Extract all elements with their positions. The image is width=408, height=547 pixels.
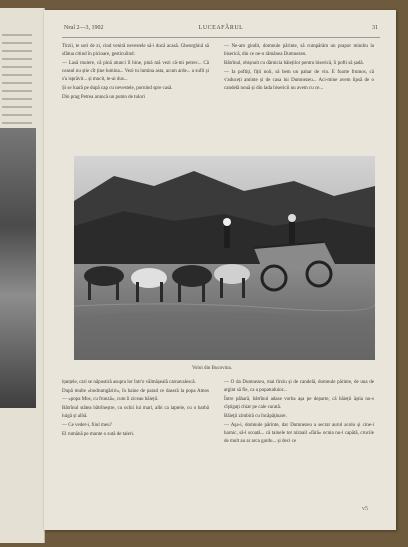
- magazine-title: LUCEAFĂRUL: [198, 25, 244, 31]
- page-mark: v5: [362, 506, 368, 512]
- page-header: [64, 23, 378, 37]
- header-rule: [62, 37, 380, 38]
- paragraph: — Ne-am gindit, domnule părinte, să cumpărăm un prapor mindru la biserică, din ce ne-o rămânea Dumnezeu.: [224, 44, 374, 57]
- magazine-page: [44, 10, 396, 530]
- photo-caption: Voloi din Bucovina.: [191, 366, 233, 371]
- paragraph: După multe «bodrumgăriri», în haine de parad ce daseră la popa Amos — «popa Mos, cu frunză», cum îi ziceau băieții.: [62, 389, 209, 402]
- paragraph: — Ce vedet-i, fiiul meu?: [62, 423, 112, 428]
- text-column-bottom-right: [224, 379, 374, 447]
- paragraph: ițanțele, cari se năpustiră asupra lor într'o vălmășeală carnavalescă.: [62, 380, 196, 385]
- left-facing-page: [0, 8, 45, 543]
- paragraph: Din prag Petrea aruncă un pumn de tulori: [62, 95, 145, 100]
- paragraph: Bătrînul, obișnuit cu dărnicia băieților pentru biserică, îi pofti să șadă.: [224, 61, 364, 66]
- paragraph: Bătrînul stătea bătrîneștre, cu ochii lui mari, albi ca laptele, cu o barbă luigă și albă.: [62, 406, 209, 419]
- text-column-top-right: [224, 43, 374, 94]
- page-number: 31: [372, 25, 378, 31]
- paragraph: El rumănă pe munte o sută de taleri.: [62, 432, 135, 437]
- paragraph: Tirzii, te sori de zi, cind veniră nevestele să-i ducă acasă. Gheorghiul să sfătua citind în picioare, gesticulind:: [62, 44, 209, 57]
- paragraph: — Ia poftiți, fiții noii, să bem un pahar de vin. E foarte frumos, că v'aduceți aminte și de casa lui Dumnezeu... Aci-mine avem lipsă de o candelă nouă și din lada bisericii nu avem cu ce...: [224, 70, 374, 91]
- left-page-photo: [0, 128, 36, 408]
- paragraph: — Aşa-i, domnule părinte, dar Dumnezeu a secrat aurul acolo și cine-i harnic, să-l scoată... că tainele tot niznail «fără» ocnia nu-l capătă, crucile de mult au ar arca gardu... și deci ce: [224, 423, 374, 444]
- left-page-text-lines: [2, 28, 32, 130]
- paragraph: — Lasă muiere, că pină atunci îl bine, pină mă vezi că-mi petrec... Că ceasul nu știe cît ține lumina... Vezi tu lumina asta, acum arde... a sufli și s'a isprăvit... și mucit, te-ai dus...: [62, 61, 209, 82]
- ox-cart-photo: [74, 156, 375, 360]
- paragraph: Între păhară, bătrînul adase vorba aşa pe departe, că băieții ăştia nu-s cîştigaţi chiar pe cale curată.: [224, 397, 374, 410]
- paragraph: Și se luară pe după cap cu nevestele, pornind spre casă.: [62, 86, 173, 91]
- text-column-bottom-left: [62, 379, 209, 440]
- paragraph: Băieţii zimbiră cu încăpăţinare.: [224, 414, 287, 419]
- text-column-top-left: [62, 43, 209, 103]
- paragraph: — O da Dumnezeu, mai tîrziu și de candelă, domnule părinte, de una de argint să fie, ca a popatuduior...: [224, 380, 374, 393]
- issue-number: Nrul 2—3, 1902: [64, 25, 104, 31]
